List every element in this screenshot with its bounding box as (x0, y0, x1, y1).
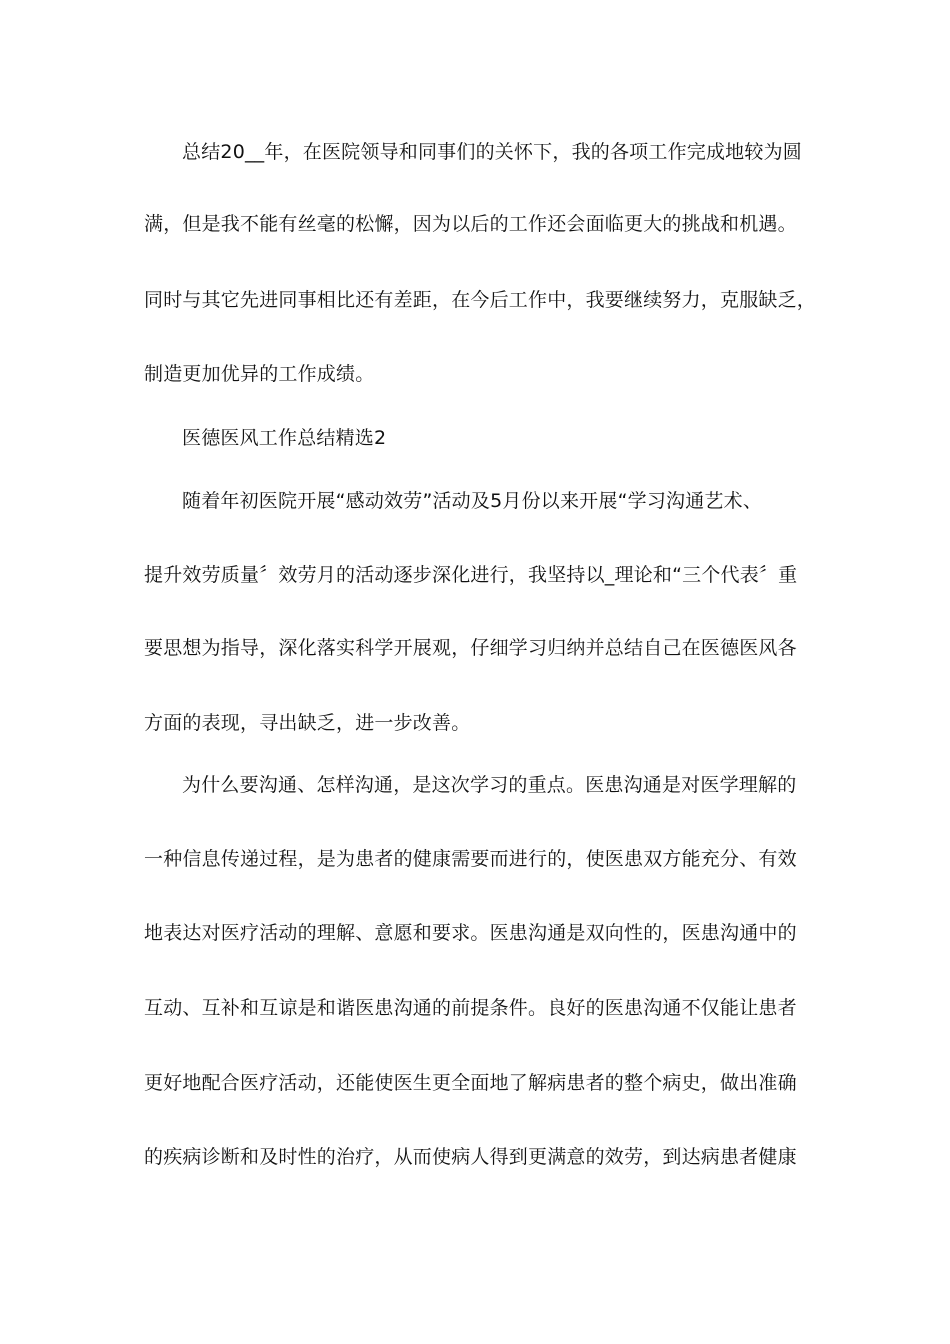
paragraph-line: 为什么要沟通、怎样沟通，是这次学习的重点。医患沟通是对医学理解的 (182, 774, 797, 796)
paragraph-line: 提升效劳质量〞效劳月的活动逐步深化进行，我坚持以_理论和“三个代表〞重 (144, 564, 798, 586)
paragraph-line: 总结20__年，在医院领导和同事们的关怀下，我的各项工作完成地较为圆 (182, 141, 802, 163)
paragraph-line: 随着年初医院开展“感动效劳”活动及5月份以来开展“学习沟通艺术、 (182, 490, 763, 512)
paragraph-line: 制造更加优异的工作成绩。 (144, 363, 375, 385)
paragraph-line: 地表达对医疗活动的理解、意愿和要求。医患沟通是双向性的，医患沟通中的 (144, 922, 797, 944)
paragraph-line: 的疾病诊断和及时性的治疗，从而使病人得到更满意的效劳，到达病患者健康 (144, 1146, 797, 1168)
paragraph-line: 更好地配合医疗活动，还能使医生更全面地了解病患者的整个病史，做出准确 (144, 1072, 797, 1094)
section-heading: 医德医风工作总结精选2 (182, 427, 387, 449)
paragraph-line: 满，但是我不能有丝毫的松懈，因为以后的工作还会面临更大的挑战和机遇。 (144, 213, 797, 235)
paragraph-line: 互动、互补和互谅是和谐医患沟通的前提条件。良好的医患沟通不仅能让患者 (144, 997, 797, 1019)
paragraph-line: 方面的表现，寻出缺乏，进一步改善。 (144, 712, 471, 734)
paragraph-line: 一种信息传递过程，是为患者的健康需要而进行的，使医患双方能充分、有效 (144, 848, 797, 870)
paragraph-line: 同时与其它先进同事相比还有差距，在今后工作中，我要继续努力，克服缺乏， (144, 289, 817, 311)
paragraph-line: 要思想为指导，深化落实科学开展观，仔细学习归纳并总结自己在医德医风各 (144, 637, 797, 659)
